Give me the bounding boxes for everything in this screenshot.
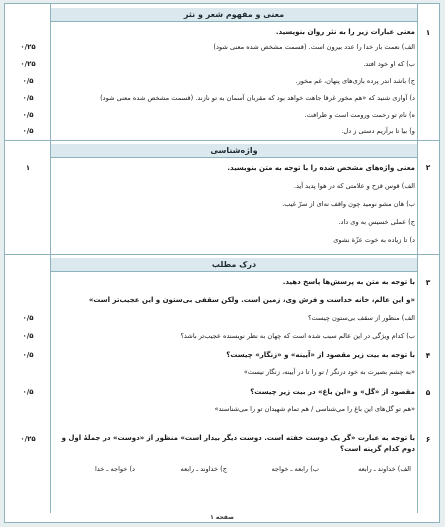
answer-item: ب) هان مشو نومید چون واقف نه‌ای از سرّ غیب. [282, 200, 415, 208]
question-prompt: مقصود از «گل» و «این باغ» در بیت زیر چیست؟ [250, 388, 415, 396]
question-number: ۴ [425, 351, 431, 360]
answer-item: د) آوازی شنید که «هم مخور غرقا جاهت خواهد بود که مقربان آسمان به تو نازند. (قسمت مشخص شده معنی شود) [100, 94, 415, 102]
question-number: ۲ [425, 163, 431, 172]
item-score: ۰/۲۵ [20, 43, 36, 51]
question-number: ۵ [425, 388, 431, 397]
answer-item: ج) باشد اندر پرده بازی‌های پنهان، غم مخور. [295, 77, 415, 85]
question-score: ۰/۲۵ [20, 435, 36, 443]
exam-sheet [4, 3, 440, 523]
answer-item: الف) منظور از سقف بی‌ستون چیست؟ [308, 314, 415, 322]
section-comprehension [5, 255, 439, 513]
item-score: ۰/۵ [22, 314, 34, 322]
section-vocabulary [5, 141, 439, 255]
answer-item: الف) قوس قزح و علامتی که در هوا پدید آید. [293, 182, 415, 190]
question-score: ۰/۵ [22, 388, 34, 396]
question-prompt: با توجه به عبارت «گر یک دوست خفته است. دوست دیگر بیدار است» منظور از «دوست» در جملهٔ اول و دوم کدام گزینه است؟ [61, 434, 415, 453]
question-prompt: با توجه به متن به پرسش‌ها پاسخ دهید. [282, 278, 415, 286]
question-quote: «و این عالم، خانه خداست و فرش وی، زمین است. ولکن سقفی بی‌ستون و این عجیب‌تر است» [88, 296, 415, 304]
item-score: ۰/۲۵ [20, 60, 36, 68]
answer-item: د) تا زیاده به خوت عزّة نشوی [333, 236, 415, 244]
answer-item: ه) نام تو رحمت ورومت است و ظرافت. [304, 111, 415, 119]
option-b: ب) رابعه ـ خواجه [271, 465, 319, 473]
answer-item: ج) عملی خسیس به وی داد. [338, 218, 415, 226]
answer-item: الف) نعمت بار خدا را عدد بیرون است. (قسمت مشخص شده معنی شود) [213, 43, 415, 51]
item-score: ۰/۵ [22, 332, 34, 340]
option-a: الف) خداوند ـ رابعه [358, 465, 411, 473]
option-d: د) خواجه ـ خدا [94, 465, 135, 473]
option-c: ج) خداوند ـ رابعه [180, 465, 227, 473]
question-prompt: با توجه به بیت زیر مقصود از «آیینه» و «زنگار» چیست؟ [226, 351, 415, 359]
question-prompt: معنی عبارات زیر را به نثر روان بنویسید. [275, 28, 415, 36]
answer-item: «به چشم بصیرت به خود درنگر / تو را تا در آیینه، زنگار نیست» [243, 368, 415, 376]
section-title-comprehension: درک مطلب [51, 258, 417, 272]
page-footer: صفحه ۱ [210, 514, 234, 521]
question-prompt: معنی واژه‌های مشخص شده را با توجه به متن بنویسید. [227, 164, 415, 172]
answer-item: ب) که او خود افتد. [363, 60, 415, 68]
question-score: ۰/۵ [22, 351, 34, 359]
question-number: ۶ [425, 435, 431, 444]
item-score: ۰/۵ [22, 127, 34, 135]
answer-item: «هم تو گل‌های این باغ را می‌شناسی / هم تمام شهیدان تو را می‌شناسند» [214, 405, 415, 413]
answer-item: و) بیا تا برآریم دستی ز دل. [341, 127, 415, 135]
question-score: ۱ [25, 164, 31, 172]
item-score: ۰/۵ [22, 111, 34, 119]
item-score: ۰/۵ [22, 77, 34, 85]
answer-item: ب) کدام ویژگی در این عالم سبب شده است که چهان به نظر نویسنده عجیب‌تر باشد؟ [180, 332, 415, 340]
section-meaning [5, 4, 439, 141]
question-number: ۱ [425, 28, 431, 37]
item-score: ۰/۵ [22, 94, 34, 102]
section-title-vocabulary: واژه‌شناسی [51, 144, 417, 158]
section-title-meaning: معنی و مفهوم شعر و نثر [51, 8, 417, 22]
question-number: ۳ [425, 278, 431, 287]
